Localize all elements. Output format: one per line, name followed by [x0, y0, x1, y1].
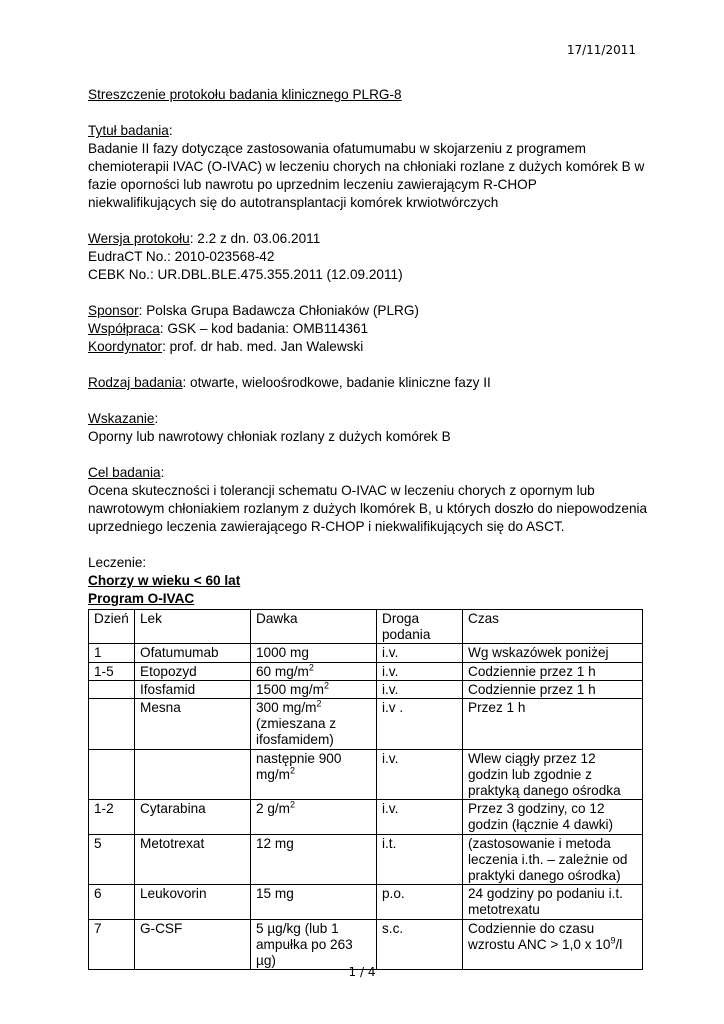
- cell-day: 1: [89, 644, 135, 662]
- cell-route: s.c.: [377, 919, 463, 970]
- cell-time: Codziennie przez 1 h: [463, 662, 643, 680]
- aim-text: Ocena skuteczności i tolerancji schematu O-IVAC w leczeniu chorych z opornym lub nawrotowym chłoniakiem rozlanym z dużych lkomórek B, u których doszło do niepowodzenia uprzedniego leczenia zawierającego R-CHOP i niekwalifikujących się do ASCT.: [88, 483, 648, 534]
- cell-dose: 1500 $mg/m^2$: [251, 680, 377, 698]
- document-body: [88, 86, 648, 970]
- cell-route: i.v.: [377, 662, 463, 680]
- cell-route: i.v.: [377, 749, 463, 800]
- cell-time: Przez 3 godziny, co 12 godzin (łącznie 4 dawki): [463, 800, 643, 834]
- protocol-version: Wersja protokołu: 2.2 z dn. 03.06.2011: [88, 231, 321, 246]
- header-route: Droga podania: [377, 610, 463, 644]
- header-drug: Lek: [135, 610, 251, 644]
- eudract-number: EudraCT No.: 2010-023568-42: [88, 249, 275, 264]
- treatment-heading: Leczenie:: [88, 555, 147, 570]
- cell-drug: Leukovorin: [135, 885, 251, 919]
- table-row: [89, 919, 643, 970]
- header-day: Dzień: [89, 610, 135, 644]
- cell-drug: Cytarabina: [135, 800, 251, 834]
- table-row: [89, 699, 643, 750]
- table-header-row: [89, 610, 643, 644]
- cell-route: i.v.: [377, 644, 463, 662]
- cell-drug: Etopozyd: [135, 662, 251, 680]
- cell-dose: 15 mg: [251, 885, 377, 919]
- cell-day: 5: [89, 834, 135, 885]
- cell-dose: 12 mg: [251, 834, 377, 885]
- cell-time: Wlew ciągły przez 12 godzin lub zgodnie z praktyką danego ośrodka: [463, 749, 643, 800]
- treatment-table: [88, 609, 643, 970]
- table-row: [89, 800, 643, 834]
- cell-dose: 2 $g/m^2$: [251, 800, 377, 834]
- cebk-number: CEBK No.: UR.DBL.BLE.475.355.2011 (12.09.2011): [88, 267, 403, 282]
- cell-drug: Mesna: [135, 699, 251, 750]
- indication-text: Oporny lub nawrotowy chłoniak rozlany z dużych komórek B: [88, 429, 451, 444]
- sponsor-line: Sponsor: Polska Grupa Badawcza Chłoniaków (PLRG): [88, 303, 419, 318]
- cell-time: Codziennie do czasu wzrostu ANC > 1,0 x $10^9/l$: [463, 919, 643, 970]
- table-row: [89, 662, 643, 680]
- page-number: 1 / 4: [348, 965, 376, 979]
- cooperation-line: Współpraca: GSK – kod badania: OMB114361: [88, 321, 369, 336]
- cell-day: 1-5: [89, 662, 135, 680]
- cell-dose: 60 $mg/m^2$: [251, 662, 377, 680]
- indication-heading: Wskazanie:: [88, 411, 159, 426]
- table-row: [89, 680, 643, 698]
- cell-day: [89, 699, 135, 750]
- cell-route: i.v.: [377, 800, 463, 834]
- table-row: [89, 834, 643, 885]
- study-title-heading: Tytuł badania:: [88, 123, 173, 138]
- cell-route: p.o.: [377, 885, 463, 919]
- cell-day: 7: [89, 919, 135, 970]
- cell-drug: [135, 749, 251, 800]
- patient-group-heading: Chorzy w wieku < 60 lat: [88, 573, 241, 588]
- document-title: Streszczenie protokołu badania klinicznego PLRG-8: [88, 87, 402, 102]
- study-title-text: Badanie II fazy dotyczące zastosowania ofatumumabu w skojarzeniu z programem chemioterapii IVAC (O-IVAC) w leczeniu chorych na chłoniaki rozlane z dużych komórek B w fazie oporności lub nawrotu po uprzednim leczeniu zawierającym R-CHOP niekwalifikujących się do autotransplantacji komórek krwiotwórczych: [88, 141, 645, 210]
- table-row: [89, 644, 643, 662]
- cell-time: (zastosowanie i metoda leczenia i.th. – zależnie od praktyki danego ośrodka): [463, 834, 643, 885]
- cell-day: [89, 749, 135, 800]
- cell-drug: G-CSF: [135, 919, 251, 970]
- table-row: [89, 749, 643, 800]
- table-row: [89, 885, 643, 919]
- cell-route: i.v .: [377, 699, 463, 750]
- cell-day: 1-2: [89, 800, 135, 834]
- cell-dose: 300 $mg/m^2$ (zmieszana z ifosfamidem): [251, 699, 377, 750]
- cell-dose: 1000 mg: [251, 644, 377, 662]
- cell-time: 24 godziny po podaniu i.t. metotrexatu: [463, 885, 643, 919]
- aim-heading: Cel badania:: [88, 465, 165, 480]
- cell-time: Codziennie przez 1 h: [463, 680, 643, 698]
- cell-time: Przez 1 h: [463, 699, 643, 750]
- cell-route: i.v.: [377, 680, 463, 698]
- cell-drug: Metotrexat: [135, 834, 251, 885]
- header-date: 17/11/2011: [566, 43, 636, 57]
- cell-dose: 5 µg/kg (lub 1 ampułka po 263 µg): [251, 919, 377, 970]
- cell-day: 6: [89, 885, 135, 919]
- cell-time: Wg wskazówek poniżej: [463, 644, 643, 662]
- program-heading: Program O-IVAC: [88, 591, 195, 606]
- study-type-line: Rodzaj badania: otwarte, wieloośrodkowe, badanie kliniczne fazy II: [88, 375, 491, 390]
- cell-day: [89, 680, 135, 698]
- cell-dose: następnie 900 $mg/m^2$: [251, 749, 377, 800]
- header-time: Czas: [463, 610, 643, 644]
- coordinator-line: Koordynator: prof. dr hab. med. Jan Walewski: [88, 339, 364, 354]
- header-dose: Dawka: [251, 610, 377, 644]
- cell-drug: Ifosfamid: [135, 680, 251, 698]
- cell-route: i.t.: [377, 834, 463, 885]
- cell-drug: Ofatumumab: [135, 644, 251, 662]
